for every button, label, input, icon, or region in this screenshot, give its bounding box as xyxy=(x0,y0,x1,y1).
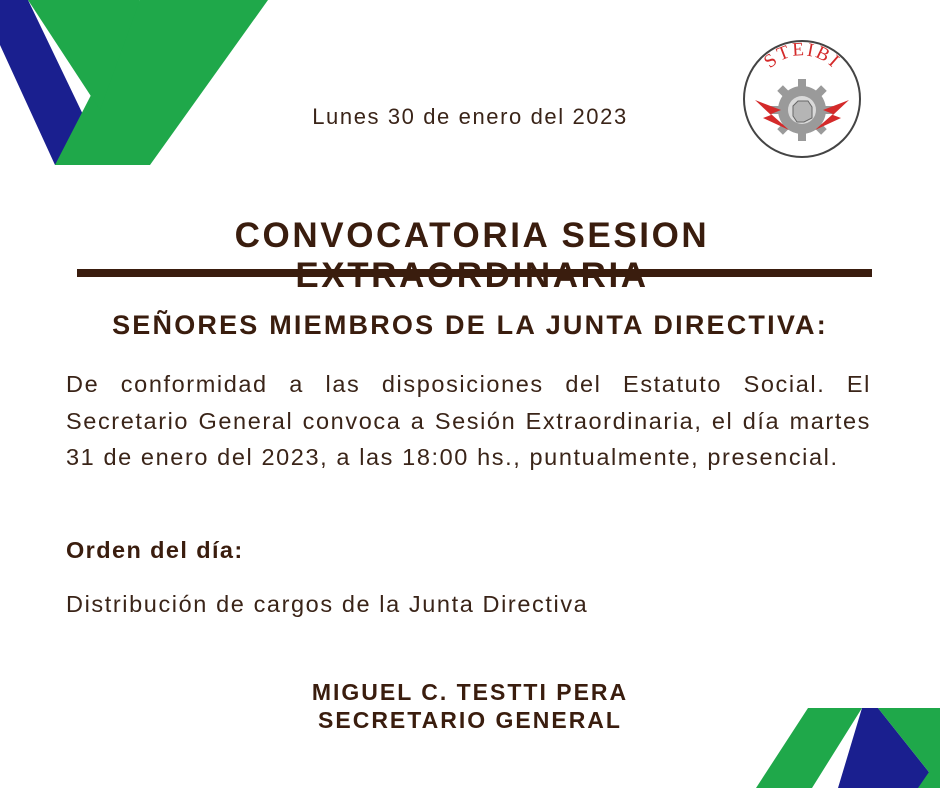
notice-body: De conformidad a las disposiciones del Estatuto Social. El Secretario General convoca a Sesión Extraordinaria, el día martes 31 de enero del 2023, a las 18:00 hs., puntualmente, presencial. xyxy=(66,371,871,470)
agenda-item: Distribución de cargos de la Junta Directiva xyxy=(66,591,589,617)
agenda-heading: Orden del día: xyxy=(66,537,244,563)
signatory-role: SECRETARIO GENERAL xyxy=(318,707,622,733)
signatory-name: MIGUEL C. TESTTI PERA xyxy=(311,679,629,705)
notice-date xyxy=(0,104,940,130)
logo-text: STEIBI xyxy=(759,39,845,73)
steibi-logo xyxy=(741,38,863,160)
date-text: Lunes 30 de enero del 2023 xyxy=(312,104,628,129)
decorative-chevron-top xyxy=(0,0,270,170)
notice-title: CONVOCATORIA SESION xyxy=(234,216,710,255)
addressee-heading: SEÑORES MIEMBROS DE LA JUNTA DIRECTIVA: xyxy=(112,310,828,340)
signature-block xyxy=(0,678,940,734)
title-divider xyxy=(77,269,872,277)
